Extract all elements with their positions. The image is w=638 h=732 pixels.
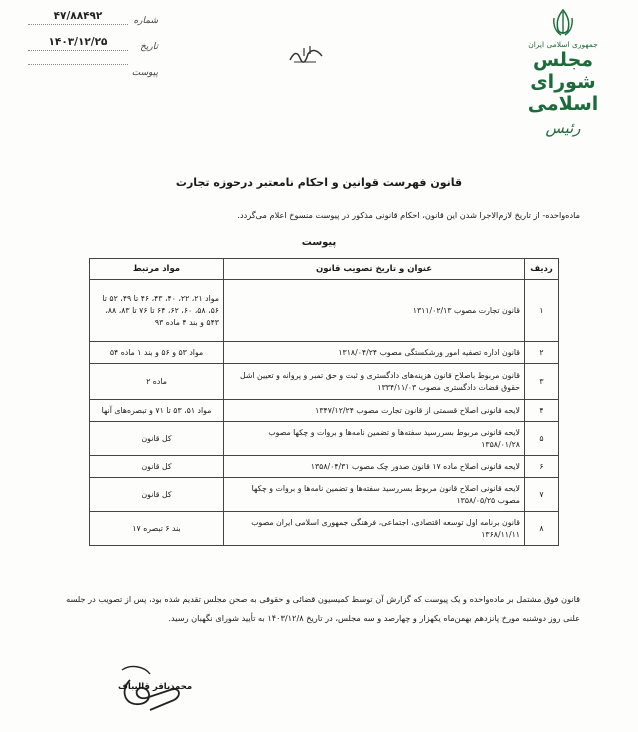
- republic-text: جمهوری اسلامی ایران: [528, 40, 598, 49]
- row-related: بند ۶ تبصره ۱۷: [90, 512, 224, 546]
- signatory-name: محمدباقر قالیباف: [118, 682, 193, 692]
- row-related: کل قانون: [90, 478, 224, 512]
- table-row: [90, 400, 559, 422]
- attachment-value: [28, 62, 128, 65]
- letter-date: ۱۴۰۳/۱۲/۲۵: [28, 36, 128, 51]
- table-row: [90, 456, 559, 478]
- row-law: لایحه قانونی اصلاح ماده ۱۷ قانون صدور چک مصوب ۱۳۵۸/۰۴/۳۱: [224, 456, 525, 478]
- row-law: لایحه قانونی اصلاح قسمتی از قانون تجارت مصوب ۱۳۴۷/۱۲/۲۴: [224, 400, 525, 422]
- header-num: ردیف: [525, 259, 559, 280]
- row-number: ۷: [525, 478, 559, 512]
- row-law: لایحه قانونی اصلاح قانون مربوط بسررسید سفته‌ها و تضمین نامه‌ها و بروات و چکها مصوب ۱۳۵۸/۰۵/۲۵: [224, 478, 525, 512]
- row-number: ۵: [525, 422, 559, 456]
- row-number: ۴: [525, 400, 559, 422]
- row-related: مواد ۲۱، ۲۲، ۴۰، ۴۳، ۴۶ تا ۴۹، ۵۲ تا ۵۶، ۵۸، ۶۰، ۶۲، ۶۴ تا ۷۶ تا ۸۳، ۸۸، ۵۴۳ و بند ۴ ماده ۹۳: [90, 280, 224, 342]
- row-number: ۸: [525, 512, 559, 546]
- table-header-row: [90, 259, 559, 280]
- row-law: قانون برنامه اول توسعه اقتصادی، اجتماعی، فرهنگی جمهوری اسلامی ایران مصوب ۱۳۶۸/۱۱/۱۱: [224, 512, 525, 546]
- date-label: تاریخ: [140, 42, 158, 52]
- row-related: مواد ۵۱، ۵۳ تا ۷۱ و تبصره‌های آنها: [90, 400, 224, 422]
- table-row: [90, 422, 559, 456]
- table-row: [90, 280, 559, 342]
- table-row: [90, 478, 559, 512]
- number-row: [18, 10, 158, 36]
- row-number: ۱: [525, 280, 559, 342]
- row-related: کل قانون: [90, 422, 224, 456]
- speaker-role: رئیس: [545, 119, 581, 137]
- parliament-emblem: [508, 8, 618, 148]
- letter-meta: [18, 10, 158, 88]
- header-related: مواد مرتبط: [90, 259, 224, 280]
- header-law: عنوان و تاریخ تصویب قانون: [224, 259, 525, 280]
- attachment-row: [18, 62, 158, 88]
- row-number: ۲: [525, 342, 559, 364]
- row-number: ۳: [525, 364, 559, 400]
- row-law: قانون تجارت مصوب ۱۳۱۱/۰۲/۱۳: [224, 280, 525, 342]
- annex-title: پیوست: [301, 237, 337, 248]
- laws-table: [89, 258, 559, 546]
- law-title: قانون فهرست قوانین و احکام نامعتبر درحوزه تجارت: [175, 176, 463, 189]
- iran-emblem-icon: [550, 8, 576, 38]
- row-number: ۶: [525, 456, 559, 478]
- approval-note: قانون فوق مشتمل بر ماده‌واحده و یک پیوست که گزارش آن توسط کمیسیون قضائی و حقوقی به صحن مجلس تقدیم شده بود، پس از تصویب در جلسه علنی روز دوشنبه مورخ پانزدهم بهمن‌ماه یکهزار و چهارصد و سه مجلس، در تاریخ ۱۴۰۳/۱۲/۸ به تأیید شورای نگهبان رسید.: [66, 594, 580, 623]
- row-law: لایحه قانونی مربوط بسررسید سفته‌ها و تضمین نامه‌ها و بروات و چکها مصوب ۱۳۵۸/۰۱/۲۸: [224, 422, 525, 456]
- single-article: ماده‌واحده- از تاریخ لازم‌الاجرا شدن این قانون، احکام قانونی مذکور در پیوست منسوخ اعلام می‌گردد.: [237, 210, 580, 220]
- row-law: قانون اداره تصفیه امور ورشکستگی مصوب ۱۳۱۸/۰۴/۲۴: [224, 342, 525, 364]
- row-related: کل قانون: [90, 456, 224, 478]
- row-law: قانون مربوط باصلاح قانون هزینه‌های دادگستری و ثبت و حق تمبر و پروانه و تعیین اشل حقوق قضات دادگستری مصوب ۱۳۳۴/۱۱/۰۳: [224, 364, 525, 400]
- attachment-label: پیوست: [131, 68, 158, 78]
- table-row: [90, 342, 559, 364]
- bismillah-calligraphy-icon: [286, 42, 326, 66]
- table-row: [90, 364, 559, 400]
- date-row: [18, 36, 158, 62]
- number-label: شماره: [133, 16, 158, 26]
- letter-number: ۴۷/۸۸۴۹۲: [28, 10, 128, 25]
- table-row: [90, 512, 559, 546]
- parliament-title: مجلس شورای اسلامی: [527, 49, 599, 115]
- row-related: مواد ۵۳ و ۵۶ و بند ۱ ماده ۵۴: [90, 342, 224, 364]
- row-related: ماده ۲: [90, 364, 224, 400]
